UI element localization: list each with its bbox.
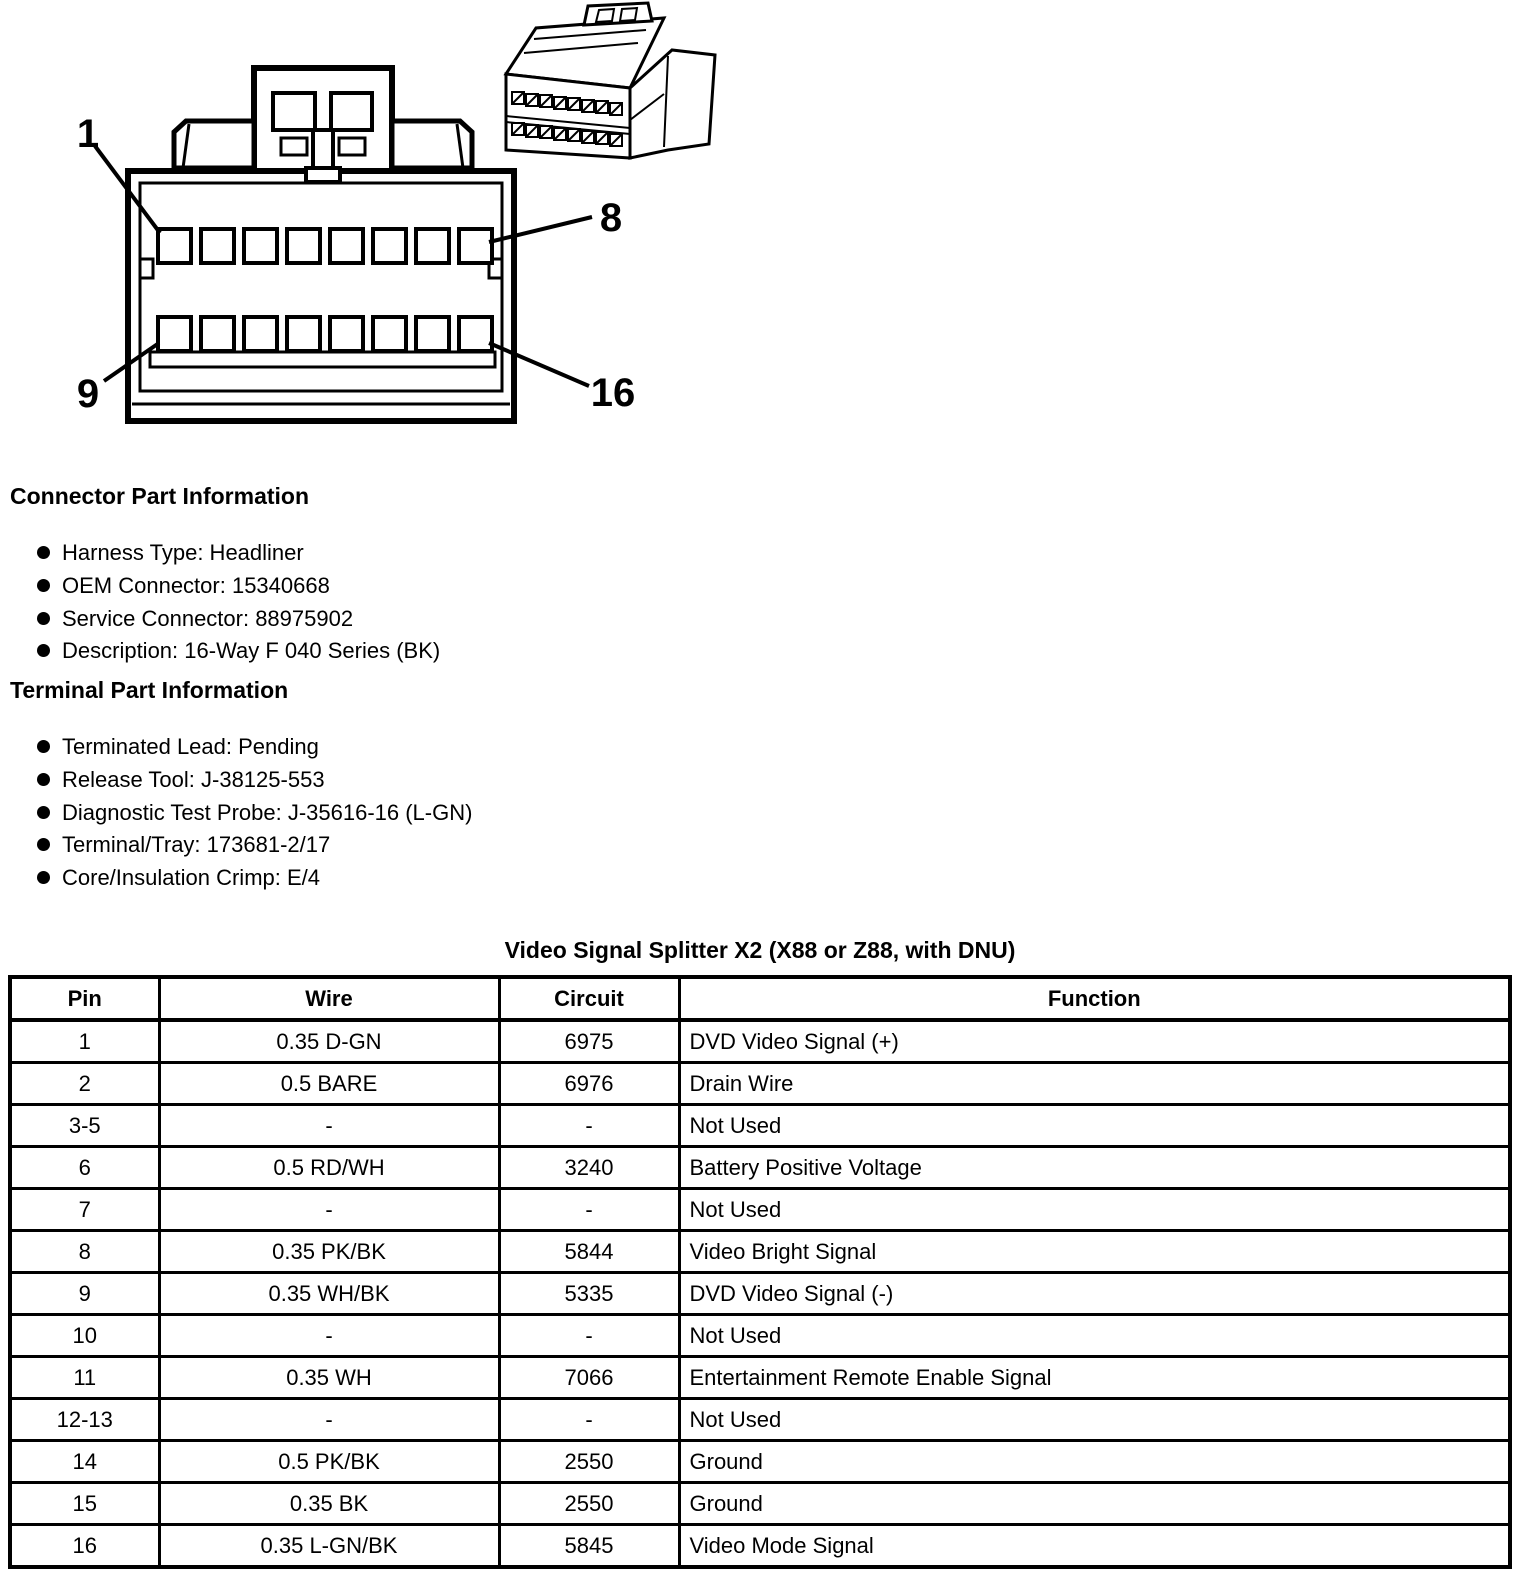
table-row — [10, 1231, 1510, 1273]
cell-wire: - — [159, 1315, 499, 1357]
cell-function: Not Used — [679, 1189, 1510, 1231]
table-row — [10, 1357, 1510, 1399]
column-header-circuit: Circuit — [499, 977, 679, 1020]
cell-pin: 8 — [10, 1231, 159, 1273]
cell-pin: 12-13 — [10, 1399, 159, 1441]
bullet-item: OEM Connector: 15340668 — [0, 573, 440, 606]
cell-pin: 14 — [10, 1441, 159, 1483]
cell-function: Not Used — [679, 1399, 1510, 1441]
cell-wire: 0.35 L-GN/BK — [159, 1525, 499, 1568]
table-row — [10, 1273, 1510, 1315]
connector-front-view — [128, 68, 514, 421]
cell-function: Drain Wire — [679, 1063, 1510, 1105]
bullet-item: Service Connector: 88975902 — [0, 606, 440, 639]
bullet-item: Terminated Lead: Pending — [0, 734, 472, 767]
pin1-callout-label: 1 — [76, 112, 100, 156]
cell-pin: 15 — [10, 1483, 159, 1525]
pin8-callout-label: 8 — [599, 196, 623, 240]
table-row — [10, 1147, 1510, 1189]
cell-circuit: 3240 — [499, 1147, 679, 1189]
cell-function: Not Used — [679, 1315, 1510, 1357]
cell-circuit: 5845 — [499, 1525, 679, 1568]
cell-wire: 0.35 WH/BK — [159, 1273, 499, 1315]
cell-function: DVD Video Signal (-) — [679, 1273, 1510, 1315]
cell-pin: 16 — [10, 1525, 159, 1568]
column-header-pin: Pin — [10, 977, 159, 1020]
connector-3d-view — [506, 3, 715, 158]
table-header-row — [10, 977, 1510, 1020]
table-row — [10, 1020, 1510, 1063]
cell-wire: 0.35 D-GN — [159, 1020, 499, 1063]
terminal-part-info-list — [0, 734, 472, 898]
cell-pin: 9 — [10, 1273, 159, 1315]
bullet-item: Description: 16-Way F 040 Series (BK) — [0, 638, 440, 671]
table-row — [10, 1189, 1510, 1231]
table-row — [10, 1525, 1510, 1568]
cell-function: Video Mode Signal — [679, 1525, 1510, 1568]
connector-part-info-list — [0, 540, 440, 671]
cell-circuit: - — [499, 1315, 679, 1357]
table-row — [10, 1399, 1510, 1441]
table-row — [10, 1063, 1510, 1105]
pinout-table-body — [10, 1020, 1510, 1567]
column-header-function: Function — [679, 977, 1510, 1020]
cell-circuit: - — [499, 1105, 679, 1147]
cell-wire: 0.5 RD/WH — [159, 1147, 499, 1189]
cell-wire: 0.35 WH — [159, 1357, 499, 1399]
cell-circuit: 5844 — [499, 1231, 679, 1273]
column-header-wire: Wire — [159, 977, 499, 1020]
cell-wire: 0.5 BARE — [159, 1063, 499, 1105]
bullet-item: Release Tool: J-38125-553 — [0, 767, 472, 800]
cell-wire: - — [159, 1399, 499, 1441]
cell-pin: 3-5 — [10, 1105, 159, 1147]
cell-function: Ground — [679, 1483, 1510, 1525]
cell-circuit: 2550 — [499, 1483, 679, 1525]
cell-pin: 1 — [10, 1020, 159, 1063]
cell-pin: 2 — [10, 1063, 159, 1105]
bullet-item: Diagnostic Test Probe: J-35616-16 (L-GN) — [0, 800, 472, 833]
cell-function: Not Used — [679, 1105, 1510, 1147]
cell-circuit: - — [499, 1189, 679, 1231]
pin16-callout-label: 16 — [590, 371, 636, 415]
cell-function: Ground — [679, 1441, 1510, 1483]
cell-pin: 11 — [10, 1357, 159, 1399]
bullet-item: Harness Type: Headliner — [0, 540, 440, 573]
connector-diagram — [0, 0, 770, 460]
cell-function: DVD Video Signal (+) — [679, 1020, 1510, 1063]
cell-wire: 0.35 PK/BK — [159, 1231, 499, 1273]
table-row — [10, 1105, 1510, 1147]
cell-circuit: 5335 — [499, 1273, 679, 1315]
cell-pin: 10 — [10, 1315, 159, 1357]
pinout-table-title: Video Signal Splitter X2 (X88 or Z88, with DNU) — [504, 937, 1016, 963]
cell-function: Battery Positive Voltage — [679, 1147, 1510, 1189]
table-row — [10, 1315, 1510, 1357]
cell-function: Video Bright Signal — [679, 1231, 1510, 1273]
pinout-table — [8, 975, 1512, 1569]
bullet-item: Core/Insulation Crimp: E/4 — [0, 865, 472, 898]
cell-circuit: 6975 — [499, 1020, 679, 1063]
cell-circuit: 2550 — [499, 1441, 679, 1483]
bullet-item: Terminal/Tray: 173681-2/17 — [0, 832, 472, 865]
cell-wire: 0.5 PK/BK — [159, 1441, 499, 1483]
table-row — [10, 1441, 1510, 1483]
cell-circuit: 6976 — [499, 1063, 679, 1105]
cell-circuit: 7066 — [499, 1357, 679, 1399]
cell-function: Entertainment Remote Enable Signal — [679, 1357, 1510, 1399]
cell-wire: - — [159, 1105, 499, 1147]
connector-part-info-heading: Connector Part Information — [10, 483, 310, 509]
cell-wire: 0.35 BK — [159, 1483, 499, 1525]
table-row — [10, 1483, 1510, 1525]
pin9-callout-label: 9 — [76, 372, 100, 416]
cell-pin: 7 — [10, 1189, 159, 1231]
cell-pin: 6 — [10, 1147, 159, 1189]
cell-circuit: - — [499, 1399, 679, 1441]
cell-wire: - — [159, 1189, 499, 1231]
terminal-part-info-heading: Terminal Part Information — [10, 677, 289, 703]
